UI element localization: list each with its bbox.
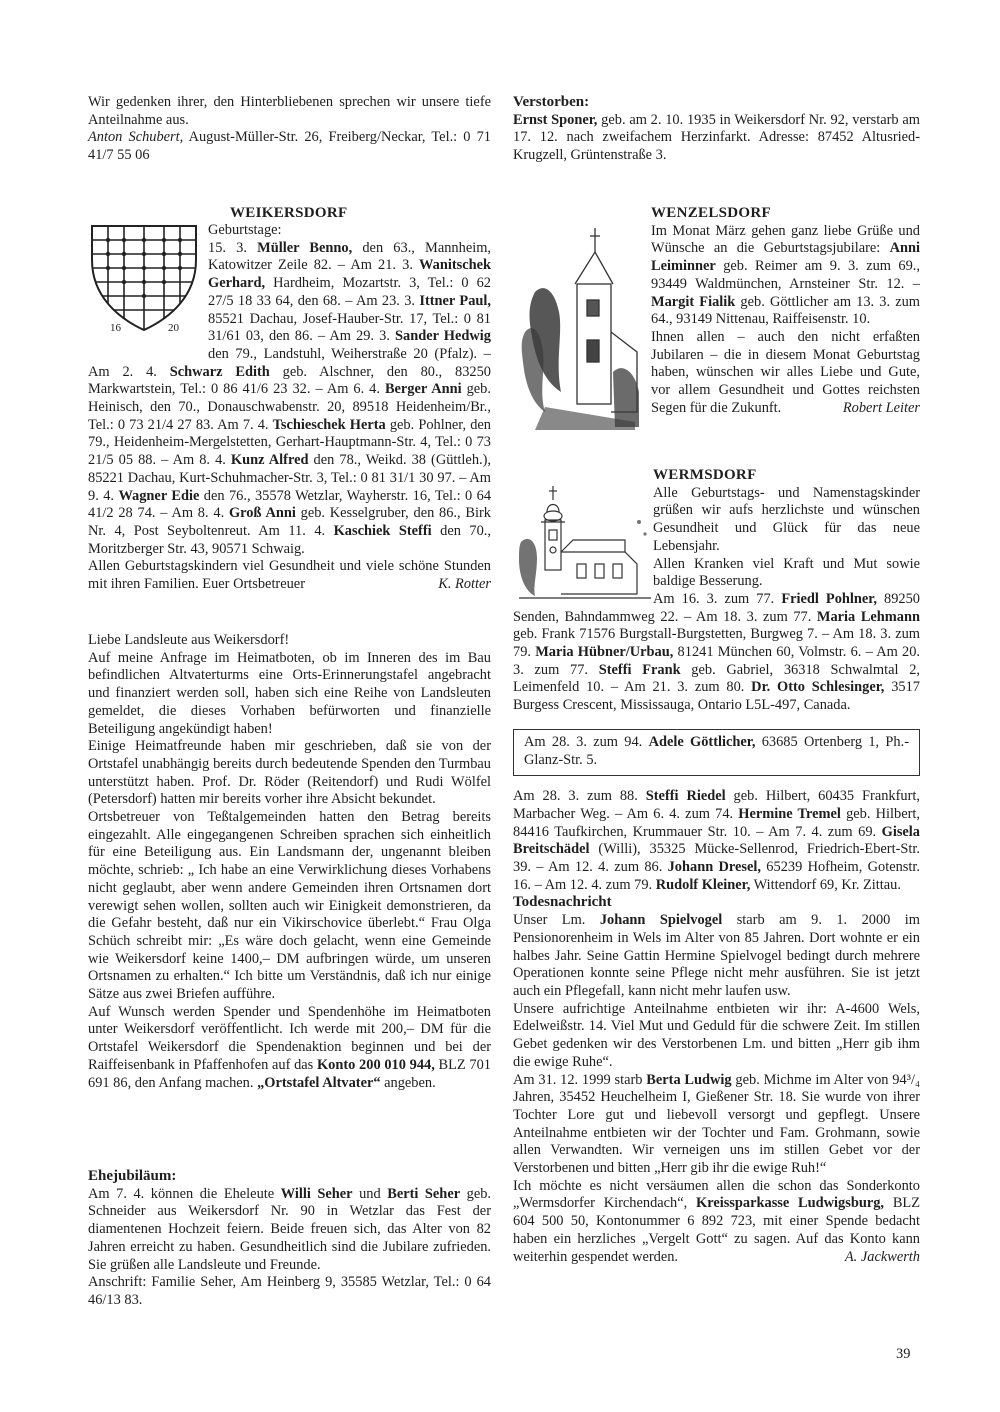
condolence-sender: [88, 129, 491, 164]
konto-number: Konto 200 010 944,: [316, 1056, 435, 1073]
birthday-entry: Wagner Edie den 76., 35578 Wetzlar, Wayherstr. 16, Tel.: 0 64 41/2 28 74. – Am 8. 4.: [88, 487, 492, 522]
coat-left-number: 16: [110, 322, 121, 334]
birthday-entry: Groß Anni geb. Kesselgruber, den 86., Birk Nr. 4, Post Seyboltenreut. Am 11. 4.: [88, 505, 491, 539]
birthday-entry: Tschieschek Herta geb. Pohlner, den 79., Heidenheim-Mergelstetten, Gerhart-Hauptmann-Str. 4, Tel.: 0 73 21/5 05 88. – Am 8. 4.: [88, 416, 491, 469]
boxed-birthday-text: Am 28. 3. zum 94. Adele Göttlicher, 63685 Ortenberg 1, Ph.-Glanz-Str. 5.: [524, 733, 910, 768]
birthdays-label: Geburtstage:: [208, 222, 282, 238]
birthday-entry: Kunz Alfred den 78., Weikd. 38 (Güttleh.), 85221 Dachau, Kurt-Schuhmacher-Str. 3, Tel.: 0 81 31/1 30 97. – Am 9. 4.: [88, 452, 491, 504]
ortstafel-name: „Ortstafel Altvater“: [257, 1074, 381, 1091]
letter-salutation: Liebe Landsleute aus Weikersdorf!: [88, 632, 290, 648]
letter-block: [88, 632, 491, 1092]
condolence-text: Wir gedenken ihrer, den Hinterbliebenen sprechen wir unsere tiefe Anteilnahme aus.: [88, 94, 491, 128]
wermsdorf-sick-wishes: Allen Kranken viel Kraft und Mut sowie baldige Besserung.: [653, 555, 920, 590]
wermsdorf-birthdays-continued: Am 28. 3. zum 88. Steffi Riedel geb. Hilbert, 60435 Frankfurt, Marbacher Weg. – Am 6. 4. zum 74. Hermine Tremel geb. Hilbert, 84416 Taufkirchen, Krummauer Str. 10. – Am 7. 4. zum 69. Gisela Breitschädel (Willi), 35325 Mücke-Sellenrod, Friedrich-Ebert-Str. 39. – Am 12. 4. zum 86. Johann Dresel, 65239 Hofheim, Gotenstr. 16. – Am 12. 4. zum 79. Rudolf Kleiner, Wittendorf 69, Kr. Zittau.: [513, 788, 920, 893]
weikersdorf-heading-block: [230, 205, 491, 223]
sender-name: Anton Schubert,: [88, 129, 184, 146]
wermsdorf-block: [513, 467, 920, 1266]
todesnachricht-text: Unser Lm. Johann Spielvogel starb am 9. 1. 2000 im Pensionorenheim in Wels im Alter von 85 Jahren. Dort wohnte er ein halbes Jahr. Seine Gattin Hermine Spielvogel bedingt durch mehrere Operationen konnte seine Pflege nicht mehr ausführen. Sie ist jetzt auch ein Pflegefall, kann nicht mehr laufen usw.: [513, 912, 921, 999]
todesnachricht-signature: A. Jackwerth: [844, 1248, 920, 1265]
wenzelsdorf-title: WENZELSDORF: [651, 205, 771, 221]
shield-spacer: [88, 222, 208, 350]
wermsdorf-greeting: Alle Geburtstags- und Namenstagskinder grüßen wir aufs herzlichste und wünschen Gesundheit und Glück für das neue Lebensjahr.: [653, 484, 920, 554]
sender-address: August-Müller-Str. 26, Freiberg/Neckar, Tel.: 0 71 41/7 55 06: [88, 129, 491, 164]
ehejubilaeum-text: Am 7. 4. können die Eheleute Willi Seher und Berti Seher geb. Schneider aus Weikersdorf Nr. 90 in Wetzlar das Fest der diamentenen Hochzeit feiern. Beide freuen sich, das Alter von 82 Jahren erreicht zu haben. Gesundheitlich sind die Jubilare zufrieden. Sie grüßen alle Landsleute und Freunde.: [88, 1185, 492, 1273]
ehejubilaeum-heading: Ehejubiläum:: [88, 1168, 177, 1184]
weikersdorf-title: WEIKERSDORF: [230, 205, 348, 221]
wenzelsdorf-greeting: Im Monat März gehen ganz liebe Grüße und Wünsche an die Geburtstagsjubilare: Anni Leiminner geb. Reimer am 9. 3. zum 69., 93449 Waldmünchen, Arnsteiner Str. 12. – Margit Fialik geb. Göttlicher am 13. 3. zum 64., 93149 Nittenau, Raiffeisenstr. 10.: [651, 222, 920, 328]
coat-right-number: 20: [168, 322, 179, 334]
birthday-entry: Schwarz Edith geb. Alschner, den 80., 83250 Markwartstein, Tel.: 0 86 41/6 23 32. – Am 6. 4.: [88, 363, 491, 398]
wermsdorf-spacer: [513, 467, 653, 607]
verstorben-text: Ernst Sponer, geb. am 2. 10. 1935 in Weikersdorf Nr. 92, verstarb am 17. 12. nach zweifachem Herzinfarkt. Adresse: 87452 Altusried-Krugzell, Grüntenstraße 3.: [513, 111, 920, 164]
letter-paragraph: Ortsbetreuer von Teßtalgemeinden hatten den Betrag bereits eingezahlt. Alle eingegangenen Schreiben sprachen sich einheitlich für eine Beteiligung aus. Ein Landsmann der, ungenannt bleiben möchte, schrieb: „ Ich habe an eine Verwirklichung dieses Vorhabens nicht geglaubt, aber wenn andere Gemeinden ihren Ortsnamen dort verewigt sehen wollen, sollten auch wir Einigkeit demonstrieren, da die Gefahr besteht, daß nur ein Vikirschovice überlebt.“ Frau Olga Schüch schreibt mir: „Es wäre doch gelacht, wenn eine Gemeinde wie Weikersdorf keine 1400,– DM aufbringen würde, um unseren Ortsnamen zu erhalten.“ Ich bitte um Verständnis, daß ich nur einige Sätze aus zwei Briefen aufführe.: [88, 809, 491, 1003]
verstorben-block: [513, 94, 920, 165]
verstorben-heading: Verstorben:: [513, 94, 590, 110]
letter-paragraph: Einige Heimatfreunde haben mir geschrieben, daß sie von der Ortstafel unabhängig bereits durch bedeutende Spenden den Turmbau unterstützt haben. Prof. Dr. Röder (Reitendorf) und Rudi Wölfel (Petersdorf) hatten mir bereits vorher ihre Absicht bekundet.: [88, 738, 491, 808]
wermsdorf-title: WERMSDORF: [653, 467, 757, 483]
church-spacer: [513, 205, 651, 417]
birthday-entry: Ittner Paul, 85521 Dachau, Josef-Hauber-Str. 17, Tel.: 0 81 31/61 03, den 86. – Am 29. 3.: [208, 292, 491, 345]
birthday-entry: Kaschiek Steffi den 70., Moritzberger Str. 43, 90571 Schwaig.: [88, 522, 491, 557]
letter-paragraph: Auf meine Anfrage im Heimatboten, ob im Inneren des im Bau befindlichen Altvaterturms eine Orts-Erinnerungstafel angebracht und finanziert werden soll, haben sich eine Reihe von Landsleuten gemeldet, die dieses Vorhaben befürworten und finanzielle Beteiligung angekündigt haben!: [88, 649, 491, 737]
ehejubilaeum-address: Anschrift: Familie Seher, Am Heinberg 9, 35585 Wetzlar, Tel.: 0 64 46/13 83.: [88, 1274, 491, 1308]
wenzelsdorf-signature: Robert Leiter: [842, 399, 920, 416]
condolence-block: [88, 94, 491, 165]
birthday-entry: Berger Anni geb. Heinisch, den 70., Donauschwabenstr. 20, 89518 Heidenheim/Br., Tel.: 0 73 21/4 27 83. Am 7. 4.: [88, 381, 491, 433]
todesnachricht-donation-thanks: Ich möchte es nicht versäumen allen die schon das Sonderkonto „Wermsdorfer Kirchendach“, Kreissparkasse Ludwigsburg, BLZ 604 500 50, Kontonummer 6 892 723, mit einer Spende bedacht haben ein herzliches „Vergelt Gott“ zu sagen. Auf das Konto kann weiterhin gespendet werden. A. Jackwerth: [513, 1177, 921, 1265]
weikersdorf-signature: K. Rotter: [438, 576, 491, 593]
weikersdorf-birthdays: [88, 222, 491, 594]
birthday-entry: 15. 3. Müller Benno, den 63., Mannheim, Katowitzer Zeile 82. – Am 21. 3.: [208, 239, 492, 274]
wermsdorf-birthdays: Am 16. 3. zum 77. Friedl Pohlner, 89250 Senden, Bahndammweg 22. – Am 18. 3. zum 77. Maria Lehmann geb. Frank 71576 Burgstall-Burgstetten, Burgweg 7. – Am 18. 3. zum 79. Maria Hübner/Urbau, 81241 München 60, Volmstr. 6. – Am 20. 3. zum 77. Steffi Frank geb. Gabriel, 36318 Schwalmtal 2, Leimenfeld 10. – Am 21. 3. zum 80. Dr. Otto Schlesinger, 3517 Burgess Crescent, Mississauga, Ontario L5L-497, Canada.: [513, 590, 921, 714]
birthday-entry: Sander Hedwig den 79., Landstuhl, Weiherstraße 20 (Pfalz). – Am 2. 4.: [88, 328, 491, 380]
birthday-entry: Wanitschek Gerhard, Hardheim, Mozartstr. 3, Tel.: 0 62 27/5 18 33 64, den 68. – Am 23. 3.: [208, 257, 491, 309]
boxed-birthday-notice: [513, 729, 920, 776]
letter-paragraph: Auf Wunsch werden Spender und Spendenhöhe im Heimatboten unter Weikersdorf veröffentlicht. Ich werde mit 200,– DM für die Ortstafel Weikersdorf die Spendenaktion beginnen und bei der Raiffeisenbank in Pfaffenhofen auf das Konto 200 010 944, BLZ 701 691 86, den Anfang machen. „Ortstafel Altvater“ angeben.: [88, 1003, 491, 1091]
wenzelsdorf-block: [513, 205, 920, 417]
wenzelsdorf-wishes: Ihnen allen – auch den nicht erfaßten Jubilaren – die in diesem Monat Geburtstag haben, wünschen wir alles Liebe und Gute, vor allem Gesundheit und Gottes reichsten Segen für die Zukunft. Robert Leiter: [651, 328, 920, 416]
todesnachricht-condolence: Unsere aufrichtige Anteilnahme entbieten wir ihr: A-4600 Wels, Edelweißstr. 14. Viel Mut und Geduld für die schwere Zeit. Im stillen Gebet gedenken wir des Verstorbenen Lm. und bitten „Herr gib ihm die ewige Ruhe“.: [513, 1000, 920, 1070]
ehejubilaeum-block: [88, 1168, 491, 1310]
todesnachricht-second-death: Am 31. 12. 1999 starb Berta Ludwig geb. Michme im Alter von 94³/₄ Jahren, 35452 Heuchelheim I, Gießener Str. 18. Sie wurde von ihrer Tochter Lore gut und liebevoll versorgt und gepflegt. Unsere Anteilnahme entbieten wir der Tochter und Fam. Grohmann, sowie allen Verwandten. Wir verneigen uns im stillen Gebet vor der Verstorbenen und bitten „Herr gib ihr die ewige Ruh!“: [513, 1071, 920, 1177]
todesnachricht-heading: Todesnachricht: [513, 894, 612, 911]
weikersdorf-wishes: Allen Geburtstagskindern viel Gesundheit und viele schöne Stunden mit ihren Familien. Euer Ortsbetreuer K. Rotter: [88, 558, 491, 593]
page-number: 39: [896, 1346, 911, 1362]
